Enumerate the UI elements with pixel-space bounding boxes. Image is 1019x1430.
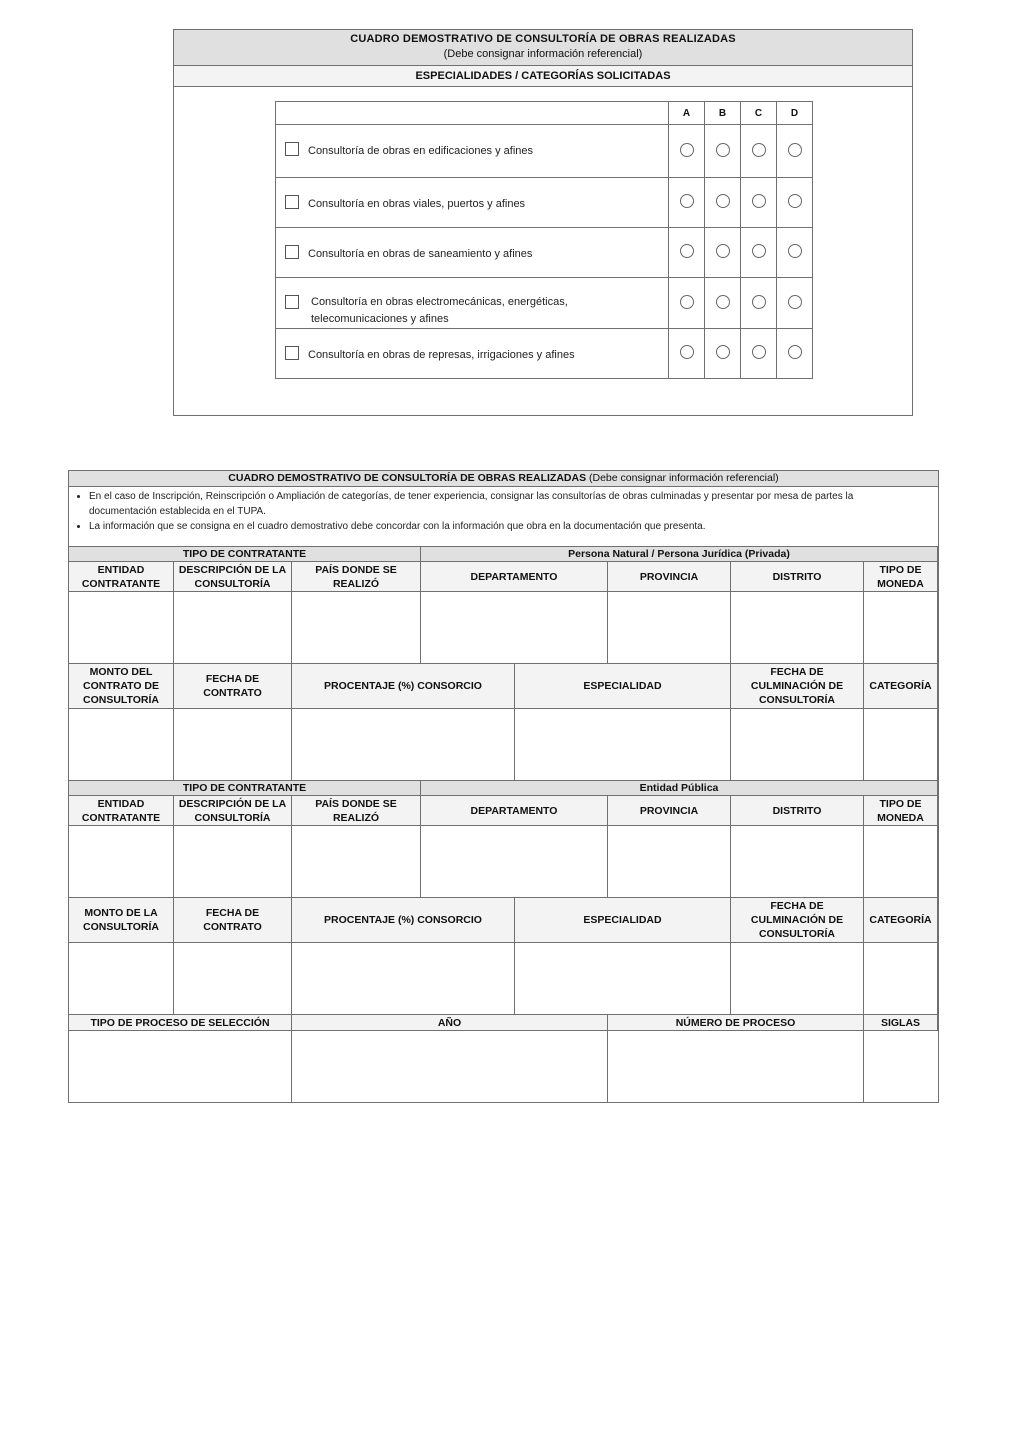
category-c-header: C [741,102,777,125]
provincia-field[interactable] [608,826,731,898]
fecha-l2: CONTRATO [203,921,262,933]
pais-l1: PAÍS DONDE SE [315,563,397,576]
specialty-label [311,294,568,328]
fecha-contrato-field[interactable] [174,943,292,1015]
desc-l1: DESCRIPCIÓN DE LA [178,797,287,810]
moneda-l1: TIPO DE [879,797,922,810]
provincia-header: PROVINCIA [608,796,731,826]
radio-c[interactable] [752,194,766,208]
radio-d[interactable] [788,194,802,208]
culm-l2: CULMINACIÓN DE [750,680,844,692]
tipo-contratante-header: TIPO DE CONTRATANTE [69,781,421,796]
specialty-row-saneamiento [276,228,813,278]
desc-l2: CONSULTORÍA [194,577,271,590]
tipo-proceso-field[interactable] [69,1031,292,1102]
moneda-field[interactable] [864,592,938,664]
category-a-header: A [669,102,705,125]
monto-l1: MONTO DE LA [84,907,158,919]
grid-title-rest: (Debe consignar información referencial) [586,472,779,484]
radio-d[interactable] [788,295,802,309]
culminacion-header [731,898,864,943]
monto-header [69,898,174,943]
anio-header: AÑO [292,1015,608,1031]
siglas-header: SIGLAS [864,1015,938,1031]
desc-l2: CONSULTORÍA [194,811,271,824]
checkbox-represas[interactable] [285,346,299,360]
specialty-label-line1: Consultoría en obras electromecánicas, energéticas, [311,296,568,308]
top-header [174,30,912,66]
pais-l2: REALIZÓ [332,811,380,824]
entidad-field[interactable] [69,592,174,664]
siglas-field[interactable] [864,1031,938,1102]
grid-title [69,471,938,487]
culm-l2: CULMINACIÓN DE [750,914,844,926]
provincia-field[interactable] [608,592,731,664]
specialties-form [173,29,913,416]
monto-l2: CONTRATO DE [82,680,160,692]
specialty-label: Consultoría en obras de saneamiento y afines [308,248,533,260]
entidad-header [69,796,174,826]
radio-b[interactable] [716,143,730,157]
consorcio-field[interactable] [292,943,515,1015]
note-1 [89,489,930,519]
entidad-header [69,562,174,592]
radio-d[interactable] [788,244,802,258]
moneda-l1: TIPO DE [879,563,922,576]
radio-d[interactable] [788,345,802,359]
specialty-row-edificaciones [276,125,813,178]
form-subtitle: (Debe consignar información referencial) [443,48,643,60]
entidad-field[interactable] [69,826,174,898]
especialidad-header: ESPECIALIDAD [515,664,731,709]
descripcion-field[interactable] [174,592,292,664]
fecha-l1: FECHA DE [205,673,260,685]
radio-a[interactable] [680,244,694,258]
distrito-header: DISTRITO [731,562,864,592]
checkbox-edificaciones[interactable] [285,142,299,156]
numero-proceso-field[interactable] [608,1031,864,1102]
note-1-line1: En el caso de Inscripción, Reinscripción o Ampliación de categorías, de tener experiencia, consignar las consultorías de obras culminadas y presentar por mesa de partes la [89,491,854,502]
specialty-label: Consultoría en obras de represas, irrigaciones y afines [308,349,575,361]
desc-l1: DESCRIPCIÓN DE LA [178,563,287,576]
descripcion-header [174,796,292,826]
pais-field[interactable] [292,826,421,898]
private-header: Persona Natural / Persona Jurídica (Privada) [421,547,938,562]
consorcio-header: PROCENTAJE (%) CONSORCIO [292,664,515,709]
monto-l1: MONTO DEL [89,666,153,678]
consorcio-field[interactable] [292,709,515,781]
radio-c[interactable] [752,143,766,157]
categoria-field[interactable] [864,709,938,781]
anio-field[interactable] [292,1031,608,1102]
fecha-l2: CONTRATO [203,687,262,699]
radio-c[interactable] [752,244,766,258]
categoria-header: CATEGORÍA [864,664,938,709]
specialty-label-line2: telecomunicaciones y afines [311,313,449,325]
grid-title-bold: CUADRO DEMOSTRATIVO DE CONSULTORÍA DE OBRAS REALIZADAS [228,472,587,484]
radio-a[interactable] [680,194,694,208]
tipo-contratante-header: TIPO DE CONTRATANTE [69,547,421,562]
departamento-field[interactable] [421,592,608,664]
radio-b[interactable] [716,194,730,208]
pais-l1: PAÍS DONDE SE [315,797,397,810]
specialty-label: Consultoría de obras en edificaciones y afines [308,145,534,157]
monto-field[interactable] [69,943,174,1015]
culminacion-field[interactable] [731,709,864,781]
fecha-contrato-header [174,898,292,943]
radio-b[interactable] [716,345,730,359]
categoria-field[interactable] [864,943,938,1015]
entidad-l2: CONTRATANTE [81,811,161,824]
radio-c[interactable] [752,295,766,309]
radio-a[interactable] [680,345,694,359]
provincia-header: PROVINCIA [608,562,731,592]
moneda-l2: MONEDA [877,577,924,590]
monto-field[interactable] [69,709,174,781]
entidad-l1: ENTIDAD [97,563,145,576]
especialidad-field[interactable] [515,943,731,1015]
categoria-header: CATEGORÍA [864,898,938,943]
moneda-header [864,562,938,592]
section-header: ESPECIALIDADES / CATEGORÍAS SOLICITADAS [174,66,912,87]
monto-header [69,664,174,709]
fecha-contrato-field[interactable] [174,709,292,781]
pais-field[interactable] [292,592,421,664]
public-header: Entidad Pública [421,781,938,796]
entidad-l1: ENTIDAD [97,797,145,810]
specialty-table [275,101,813,379]
departamento-field[interactable] [421,826,608,898]
culminacion-field[interactable] [731,943,864,1015]
numero-proceso-header: NÚMERO DE PROCESO [608,1015,864,1031]
distrito-header: DISTRITO [731,796,864,826]
specialty-row-electromecanicas [276,278,813,329]
distrito-field[interactable] [731,826,864,898]
radio-b[interactable] [716,295,730,309]
category-d-header: D [777,102,813,125]
radio-a[interactable] [680,143,694,157]
moneda-header [864,796,938,826]
pais-header [292,796,421,826]
specialty-label: Consultoría en obras viales, puertos y afines [308,198,526,210]
culm-l1: FECHA DE [770,900,824,912]
note-1-line2: documentación establecida en el TUPA. [89,506,266,517]
culminacion-header [731,664,864,709]
entidad-l2: CONTRATANTE [81,577,161,590]
departamento-header: DEPARTAMENTO [421,796,608,826]
checkbox-viales[interactable] [285,195,299,209]
radio-c[interactable] [752,345,766,359]
culm-l3: CONSULTORÍA [758,694,835,706]
culm-l3: CONSULTORÍA [758,928,835,940]
category-b-header: B [705,102,741,125]
distrito-field[interactable] [731,592,864,664]
pais-l2: REALIZÓ [332,577,380,590]
specialty-row-viales [276,178,813,228]
culm-l1: FECHA DE [770,666,824,678]
pais-header [292,562,421,592]
especialidad-header: ESPECIALIDAD [515,898,731,943]
moneda-field[interactable] [864,826,938,898]
radio-a[interactable] [680,295,694,309]
descripcion-header [174,562,292,592]
radio-d[interactable] [788,143,802,157]
tipo-proceso-header: TIPO DE PROCESO DE SELECCIÓN [69,1015,292,1031]
monto-l3: CONSULTORÍA [82,694,160,706]
blank-header [276,102,669,125]
departamento-header: DEPARTAMENTO [421,562,608,592]
checkbox-saneamiento[interactable] [285,245,299,259]
note-2: • La información que se consigna en el cuadro demostrativo debe concordar con la información que obra en la documentación que presenta. [89,519,930,534]
monto-l2: CONSULTORÍA [82,921,160,933]
especialidad-field[interactable] [515,709,731,781]
descripcion-field[interactable] [174,826,292,898]
radio-b[interactable] [716,244,730,258]
consorcio-header: PROCENTAJE (%) CONSORCIO [292,898,515,943]
form-title: CUADRO DEMOSTRATIVO DE CONSULTORÍA DE OBRAS REALIZADAS [350,33,736,45]
specialty-row-represas [276,329,813,379]
fecha-contrato-header [174,664,292,709]
fecha-l1: FECHA DE [205,907,260,919]
moneda-l2: MONEDA [877,811,924,824]
consultancy-grid [68,470,939,1103]
instructions [69,487,938,547]
checkbox-electromecanicas[interactable] [285,295,299,309]
